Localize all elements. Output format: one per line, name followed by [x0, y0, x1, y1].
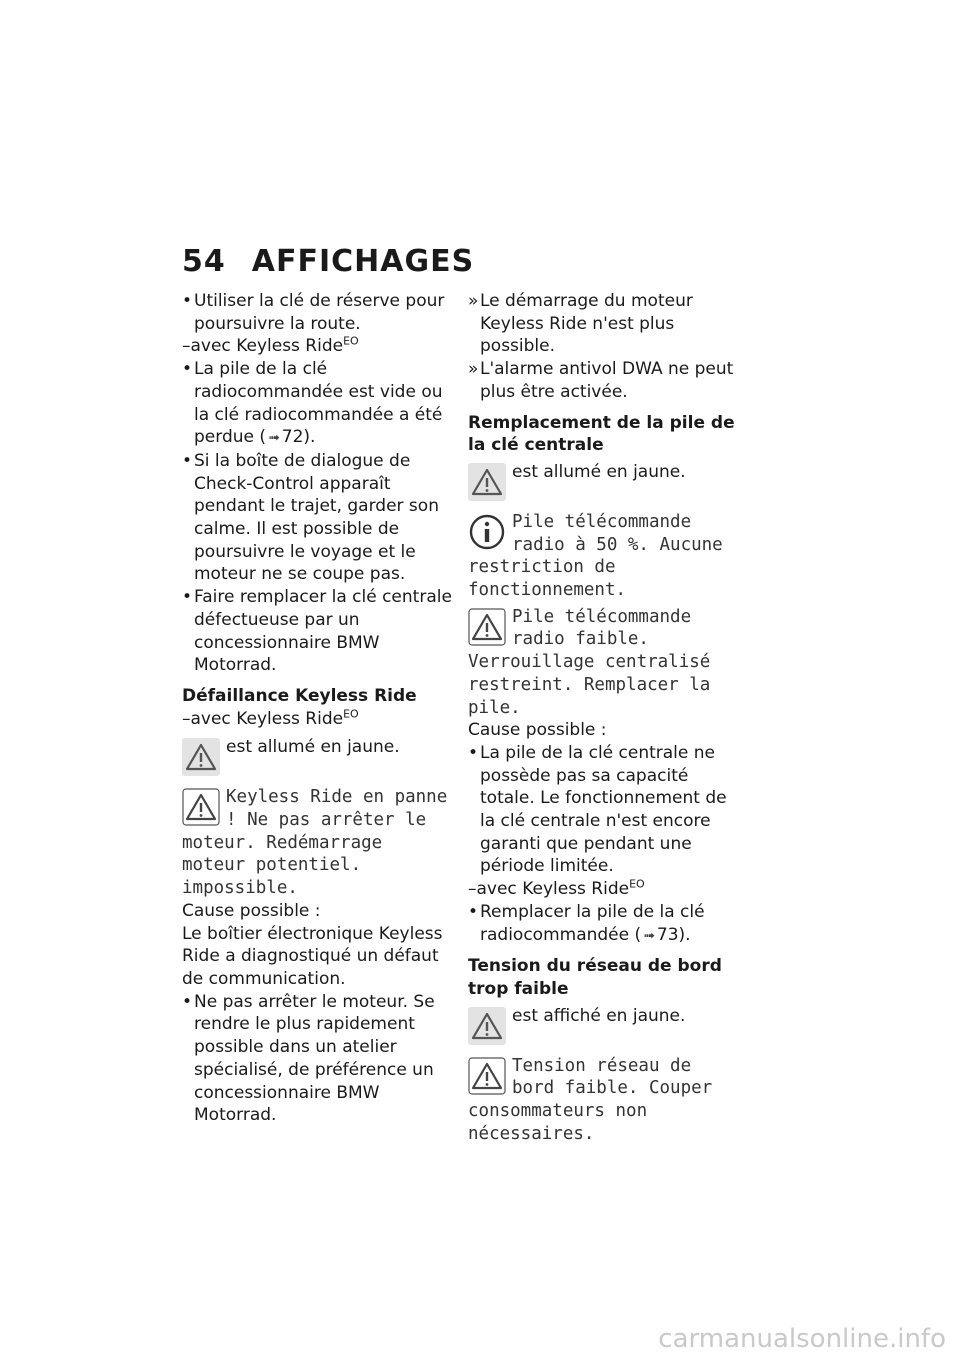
equipment-label: –avec Keyless Ride: [182, 336, 344, 357]
page-ref-link[interactable]: 72: [281, 427, 304, 448]
message-block: [468, 606, 740, 720]
result-text: Le démarrage du moteur Keyless Ride n'est plus possible.: [480, 291, 693, 357]
equipment-label: –avec Keyless Ride: [468, 879, 630, 900]
message-block: [468, 511, 740, 602]
list-item: • Faire remplacer la clé centrale défectueuse par un concessionnaire BMW Motorrad.: [182, 586, 454, 677]
list-item-end: ).: [303, 427, 316, 448]
display-message: Tension réseau de bord faible. Couper consommateurs non nécessaires.: [468, 1055, 713, 1144]
list-item-text: La pile de la clé radiocommandée est vide ou la clé radiocommandée a été perdue (: [194, 359, 443, 448]
display-message: Keyless Ride en panne ! Ne pas arrêter le moteur. Redémarrage moteur potentiel. impossible.: [182, 787, 448, 899]
display-message: Pile télécommande radio faible. Verrouillage centralisé restreint. Remplacer la pile.: [468, 606, 711, 718]
list-item: • Ne pas arrêter le moteur. Se rendre le plus rapidement possible dans un atelier spécialisé, de préférence un concessionnaire BMW Motorrad.: [182, 991, 454, 1127]
section-heading: Tension du réseau de bord trop faible: [468, 956, 722, 999]
right-column: [468, 290, 740, 1146]
warning-triangle-icon: [468, 608, 506, 646]
equipment-note: [182, 335, 454, 358]
list-item: • Utiliser la clé de réserve pour poursuivre la route.: [182, 290, 454, 335]
result-text: L'alarme antivol DWA ne peut plus être activée.: [480, 359, 734, 402]
cause-label: Cause possible :: [468, 720, 607, 741]
result-marker-icon: »: [468, 359, 479, 380]
page-ref-arrow-icon: ➟: [268, 430, 280, 447]
page-ref-link[interactable]: 73: [656, 924, 679, 945]
warning-triangle-icon: [182, 788, 220, 826]
page-ref-arrow-icon: ➟: [643, 927, 655, 944]
indicator-row: [182, 736, 454, 780]
list-item-end: ).: [678, 924, 691, 945]
result-marker-icon: »: [468, 291, 479, 311]
indicator-text: est allumé en jaune.: [226, 737, 400, 758]
equipment-note: [468, 878, 740, 901]
message-block: [468, 1055, 740, 1146]
warning-triangle-icon: [468, 463, 506, 501]
indicator-text: est allumé en jaune.: [512, 461, 686, 482]
list-item: • La pile de la clé centrale ne possède pas sa capacité totale. Le fonctionnement de la clé centrale n'est encore garanti que pendant une période limitée.: [468, 742, 740, 878]
equipment-label: –avec Keyless Ride: [182, 708, 344, 729]
warning-triangle-icon: [468, 1057, 506, 1095]
list-item: • Si la boîte de dialogue de Check-Control apparaît pendant le trajet, garder son calme. Il est possible de poursuivre le voyage et le moteur ne se coupe pas.: [182, 450, 454, 586]
page-header: [182, 244, 474, 279]
eo-superscript: EO: [629, 877, 645, 891]
cause-label: Cause possible :: [182, 900, 321, 921]
indicator-text: est affiché en jaune.: [512, 1005, 686, 1026]
page-title: AFFICHAGES: [251, 244, 475, 279]
eo-superscript: EO: [343, 334, 359, 348]
info-icon: [468, 513, 506, 551]
list-item: [468, 901, 740, 947]
warning-triangle-icon: [468, 1007, 506, 1045]
result-item: [468, 358, 740, 403]
indicator-row: [468, 461, 740, 505]
message-block: [182, 786, 454, 900]
list-item: [182, 358, 454, 450]
page-number: 54: [182, 244, 226, 279]
eo-superscript: EO: [343, 707, 359, 720]
result-item: [468, 290, 740, 358]
watermark: carmanualsonline.info: [658, 1324, 946, 1354]
warning-triangle-icon: [182, 738, 220, 776]
left-column: [182, 290, 454, 1127]
section-heading: Défaillance Keyless Ride: [182, 685, 417, 706]
list-item-text: Remplacer la pile de la clé radiocommandée (: [480, 901, 705, 945]
cause-text: Le boîtier électronique Keyless Ride a diagnostiqué un défaut de communication.: [182, 923, 443, 989]
indicator-row: [468, 1005, 740, 1049]
display-message: Pile télécommande radio à 50 %. Aucune restriction de fonctionnement.: [468, 511, 723, 601]
section-heading: Remplacement de la pile de la clé centrale: [468, 412, 735, 456]
equipment-note: [182, 708, 454, 731]
